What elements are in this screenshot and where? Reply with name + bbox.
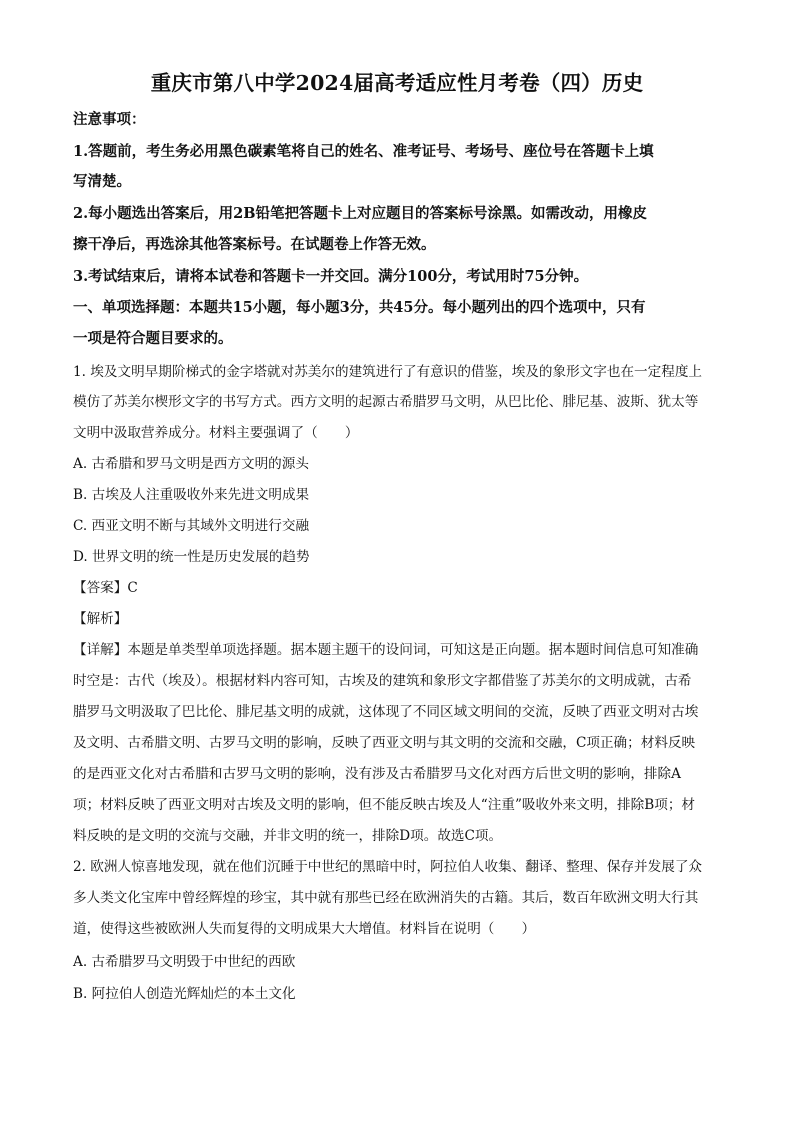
q2-stem-line-3: 道，使得这些被欧洲人失而复得的文明成果大大增值。材料旨在说明（ ） <box>73 921 536 937</box>
q1-detail-line-2: 时空是：古代（埃及）。根据材料内容可知，古埃及的建筑和象形文字都借鉴了苏美尔的文明成就，古希 <box>73 673 692 689</box>
q1-stem-line-3: 文明中汲取营养成分。材料主要强调了（ ） <box>73 425 359 441</box>
q1-detail-line-1: 【详解】本题是单类型单项选择题。据本题主题干的设问词，可知这是正向题。据本题时间信息可知准确 <box>73 642 699 658</box>
q1-detail-line-7: 料反映的是文明的交流与交融，并非文明的统一，排除D项。故选C项。 <box>73 828 503 844</box>
notice-item-1-line-2: 写清楚。 <box>73 173 131 190</box>
notice-item-1-line-1: 1.答题前，考生务必用黑色碳素笔将自己的姓名、准考证号、考场号、座位号在答题卡上填 <box>73 143 654 160</box>
q1-detail-line-5: 的是西亚文化对古希腊和古罗马文明的影响，没有涉及古希腊罗马文化对西方后世文明的影响，排除A <box>73 766 681 782</box>
q1-stem-line-2: 模仿了苏美尔楔形文字的书写方式。西方文明的起源古希腊罗马文明，从巴比伦、腓尼基、波斯、犹太等 <box>73 394 699 410</box>
q1-option-c: C. 西亚文明不断与其域外文明进行交融 <box>73 518 310 534</box>
notice-item-3: 3.考试结束后，请将本试卷和答题卡一并交回。满分100分，考试用时75分钟。 <box>73 268 589 285</box>
page-title: 重庆市第八中学2024届高考适应性月考卷（四）历史 <box>150 71 644 95</box>
q2-stem-line-2: 多人类文化宝库中曾经辉煌的珍宝，其中就有那些已经在欧洲消失的古籍。其后，数百年欧洲文明大行其 <box>73 890 699 906</box>
q2-stem-line-1: 2. 欧洲人惊喜地发现，就在他们沉睡于中世纪的黑暗中时，阿拉伯人收集、翻译、整理、保存并发展了众 <box>73 859 703 875</box>
q1-detail-line-6: 项；材料反映了西亚文明对古埃及文明的影响，但不能反映古埃及人“注重”吸收外来文明，排除B项；材 <box>73 797 696 813</box>
section-heading-line-2: 一项是符合题目要求的。 <box>73 330 233 347</box>
q1-option-b: B. 古埃及人注重吸收外来先进文明成果 <box>73 487 310 503</box>
q1-analysis-label: 【解析】 <box>73 611 128 627</box>
q1-stem-line-1: 1. 埃及文明早期阶梯式的金字塔就对苏美尔的建筑进行了有意识的借鉴，埃及的象形文字也在一定程度上 <box>73 364 703 380</box>
q1-detail-line-3: 腊罗马文明汲取了巴比伦、腓尼基文明的成就，这体现了不同区域文明间的交流，反映了西亚文明对古埃 <box>73 704 699 720</box>
q1-option-d: D. 世界文明的统一性是历史发展的趋势 <box>73 549 310 565</box>
q1-answer: 【答案】C <box>73 580 138 596</box>
q2-option-a: A. 古希腊罗马文明毁于中世纪的西欧 <box>73 954 296 970</box>
section-heading-line-1: 一、单项选择题：本题共15小题，每小题3分，共45分。每小题列出的四个选项中，只有 <box>73 299 646 316</box>
q1-option-a: A. 古希腊和罗马文明是西方文明的源头 <box>73 456 309 472</box>
notice-item-2-line-1: 2.每小题选出答案后，用2B铅笔把答题卡上对应题目的答案标号涂黑。如需改动，用橡皮 <box>73 205 647 222</box>
notice-item-2-line-2: 擦干净后，再选涂其他答案标号。在试题卷上作答无效。 <box>73 236 436 253</box>
q1-detail-line-4: 及文明、古希腊文明、古罗马文明的影响，反映了西亚文明与其文明的交流和交融，C项正确；材料反映 <box>73 735 696 751</box>
q2-option-b: B. 阿拉伯人创造光辉灿烂的本土文化 <box>73 986 296 1002</box>
notice-heading: 注意事项： <box>73 111 146 128</box>
